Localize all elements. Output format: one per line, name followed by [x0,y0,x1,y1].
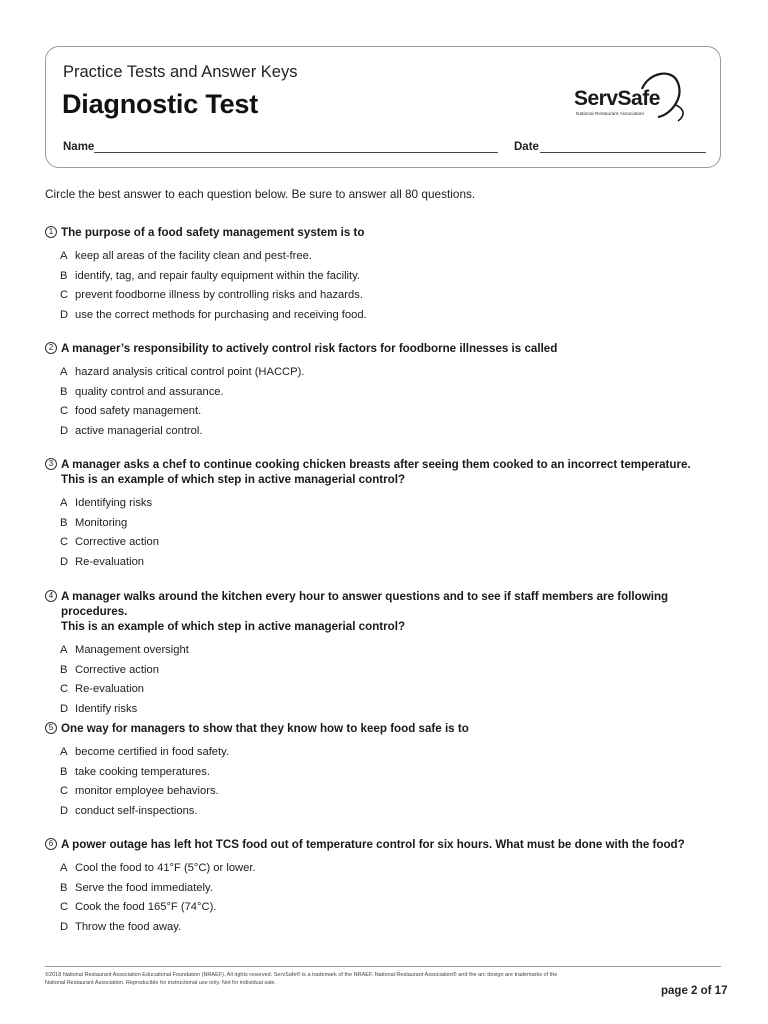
answer-letter: D [60,555,69,568]
question-stem [45,589,735,634]
question-3 [45,457,735,574]
question-5 [45,721,735,823]
answer-option-d[interactable] [60,308,735,328]
name-field[interactable] [94,152,498,153]
answer-option-b[interactable] [60,663,735,683]
question-stem [45,721,735,736]
header-box [45,46,721,168]
answer-letter: D [60,424,69,437]
copyright-line-1: ©2018 National Restaurant Association Educational Foundation (NRAEF). All rights reserved. ServSafe® is a trademark of the NRAEF. National Restaurant Association® and the arc design are trademarks of the [45,972,558,978]
answer-letter: B [60,765,68,778]
answer-list [45,745,735,823]
answer-option-a[interactable] [60,861,735,881]
date-field[interactable] [540,152,706,153]
answer-text: Corrective action [75,536,159,548]
date-label: Date [514,141,539,153]
answer-letter: C [60,536,69,548]
answer-text: monitor employee behaviors. [75,785,219,797]
answer-letter: B [60,516,68,529]
answer-letter: B [60,269,68,282]
answer-text: Identify risks [75,702,138,715]
answer-option-a[interactable] [60,249,735,269]
answer-option-b[interactable] [60,881,735,901]
question-text: One way for managers to show that they know how to keep food safe is to [61,722,469,735]
answer-text: Monitoring [75,516,128,529]
answer-option-b[interactable] [60,516,735,536]
question-stem [45,341,735,356]
answer-text: keep all areas of the facility clean and pest-free. [75,250,312,262]
answer-letter: D [60,920,69,933]
page-number: page 2 of 17 [661,985,728,997]
question-number: 3 [45,458,57,470]
question-number: 1 [45,226,57,238]
answer-text: quality control and assurance. [75,385,224,398]
document-subtitle: Practice Tests and Answer Keys [63,63,298,81]
question-4 [45,589,735,721]
question-text: A manager asks a chef to continue cooking chicken breasts after seeing them cooked to an incorrect temperature. [61,458,691,471]
question-text-line2: This is an example of which step in active managerial control? [61,473,406,486]
question-2 [45,341,735,443]
question-number: 6 [45,838,57,850]
answer-option-b[interactable] [60,385,735,405]
answer-letter: A [60,644,68,656]
answer-list [45,249,735,327]
answer-text: hazard analysis critical control point (HACCP). [75,366,305,378]
answer-letter: D [60,804,69,817]
answer-text: Throw the food away. [75,920,182,933]
answer-letter: B [60,385,68,398]
logo-subtext: National Restaurant Association [576,112,644,117]
answer-letter: B [60,881,68,894]
answer-letter: A [60,862,68,874]
footer-divider [45,966,721,967]
question-text: A manager’s responsibility to actively control risk factors for foodborne illnesses is called [61,342,558,355]
answer-option-c[interactable] [60,404,735,424]
answer-option-a[interactable] [60,496,735,516]
answer-option-b[interactable] [60,765,735,785]
answer-option-a[interactable] [60,365,735,385]
answer-text: become certified in food safety. [75,746,230,758]
answer-letter: B [60,663,68,676]
answer-text: Cool the food to 41°F (5°C) or lower. [75,862,256,874]
question-number: 5 [45,722,57,734]
answer-option-c[interactable] [60,784,735,804]
answer-text: Serve the food immediately. [75,881,213,894]
question-stem [45,837,735,852]
answer-text: identify, tag, and repair faulty equipment within the facility. [75,269,361,282]
answer-text: Management oversight [75,644,189,656]
answer-letter: D [60,702,69,715]
answer-letter: A [60,366,68,378]
servsafe-logo [574,65,704,127]
name-label: Name [63,141,95,153]
answer-letter: C [60,405,69,417]
question-stem [45,225,735,240]
answer-letter: A [60,497,68,509]
question-1 [45,225,735,327]
answer-text: Identifying risks [75,497,153,509]
question-stem [45,457,735,487]
answer-option-a[interactable] [60,745,735,765]
answer-text: food safety management. [75,405,202,417]
answer-option-c[interactable] [60,900,735,920]
answer-list [45,643,735,721]
answer-text: Cook the food 165°F (74°C). [75,901,217,913]
answer-option-d[interactable] [60,702,735,722]
footer-copyright [45,971,725,987]
question-6 [45,837,735,939]
answer-text: conduct self-inspections. [75,804,198,817]
answer-option-b[interactable] [60,269,735,289]
answer-option-d[interactable] [60,804,735,824]
question-text: A power outage has left hot TCS food out of temperature control for six hours. What must be done with the food? [61,838,685,851]
question-text: A manager walks around the kitchen every hour to answer questions and to see if staff members are following procedures. [61,590,669,618]
answer-list [45,861,735,939]
answer-option-d[interactable] [60,555,735,575]
answer-text: take cooking temperatures. [75,765,210,778]
answer-text: use the correct methods for purchasing and receiving food. [75,308,367,321]
question-number: 4 [45,590,57,602]
answer-text: Re-evaluation [75,555,145,568]
logo-text: ServSafe [574,87,660,110]
answer-letter: C [60,289,69,301]
answer-text: prevent foodborne illness by controlling risks and hazards. [75,289,363,301]
answer-text: active managerial control. [75,424,203,437]
answer-list [45,496,735,574]
answer-list [45,365,735,443]
document-title: Diagnostic Test [62,89,259,119]
question-number: 2 [45,342,57,354]
answer-letter: A [60,746,68,758]
answer-option-d[interactable] [60,920,735,940]
answer-option-c[interactable] [60,682,735,702]
question-text: The purpose of a food safety management system is to [61,226,365,239]
answer-text: Re-evaluation [75,683,145,695]
answer-text: Corrective action [75,663,159,676]
answer-option-a[interactable] [60,643,735,663]
answer-option-d[interactable] [60,424,735,444]
answer-letter: C [60,683,69,695]
instructions: Circle the best answer to each question below. Be sure to answer all 80 questions. [45,187,476,201]
answer-letter: C [60,785,69,797]
question-text-line2: This is an example of which step in active managerial control? [61,620,406,633]
answer-letter: C [60,901,69,913]
answer-option-c[interactable] [60,288,735,308]
answer-letter: A [60,250,68,262]
answer-option-c[interactable] [60,535,735,555]
answer-letter: D [60,308,69,321]
copyright-line-2: National Restaurant Association. Reproducible for instructional use only. Not for individual sale. [45,980,277,986]
